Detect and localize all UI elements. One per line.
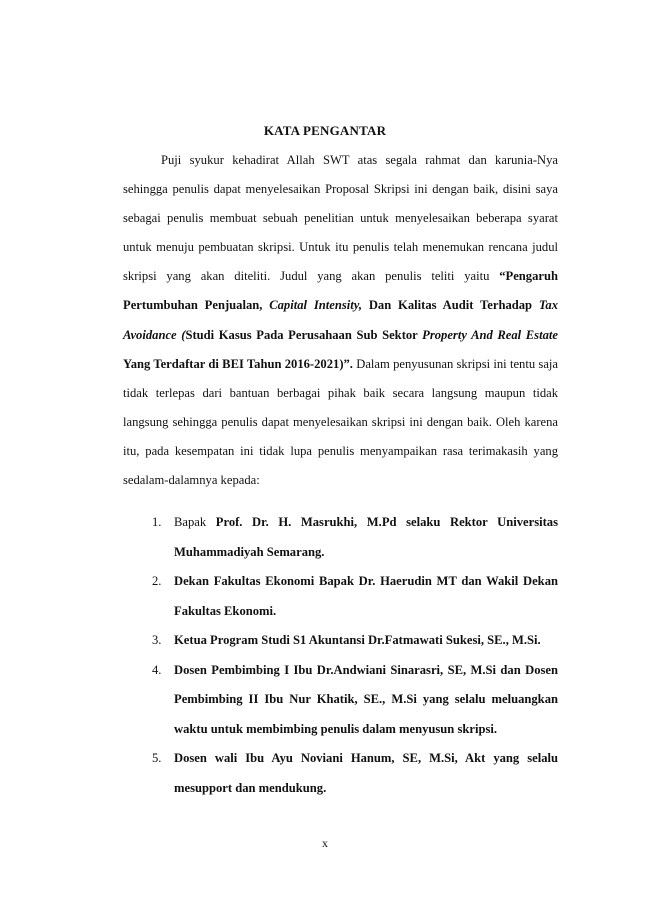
thesis-title-part-2: Capital Intensity, xyxy=(269,298,363,313)
list-number: 5. xyxy=(152,751,162,765)
paragraph-text-1: Puji syukur kehadirat Allah SWT atas segala rahmat dan karunia-Nya sehingga penulis dapat menyelesaikan Proposal Skripsi ini dengan baik, disini saya sebagai penulis membuat sebuah penelitian untuk menyelesaikan beberapa syarat untuk menuju pembuatan skripsi. Untuk itu penulis telah menemukan rencana judul skripsi yang akan diteliti. Judul yang akan penulis teliti yaitu xyxy=(123,153,558,284)
list-item xyxy=(152,744,558,803)
body-paragraph xyxy=(123,146,558,495)
thesis-title-part-1: “Pengaruh Pertumbuhan Penjualan, xyxy=(123,269,558,313)
thesis-title-part-7: Yang Terdaftar di BEI Tahun 2016-2021)”. xyxy=(123,356,353,371)
list-text: Dosen wali Ibu Ayu Noviani Hanum, SE, M.Si, Akt yang selalu mesupport dan mendukung. xyxy=(174,751,558,795)
paragraph-text-2: Dalam penyusunan skripsi ini tentu saja tidak terlepas dari bantuan berbagai pihak baik secara langsung maupun tidak langsung sehingga penulis dapat menyelesaikan skripsi ini dengan baik. Oleh karena itu, pada kesempatan ini tidak lupa penulis menyampaikan rasa terimakasih yang sedalam-dalamnya kepada: xyxy=(123,356,558,488)
list-text: Ketua Program Studi S1 Akuntansi Dr.Fatmawati Sukesi, SE., M.Si. xyxy=(174,633,541,647)
list-prefix: Bapak xyxy=(174,515,216,529)
list-item xyxy=(152,567,558,626)
list-number: 2. xyxy=(152,574,162,588)
list-text: Prof. Dr. H. Masrukhi, M.Pd selaku Rektor Universitas Muhammadiyah Semarang. xyxy=(174,515,558,559)
list-number: 4. xyxy=(152,662,162,677)
thesis-title-part-5: Studi Kasus Pada Perusahaan Sub Sektor xyxy=(185,327,423,342)
list-number: 3. xyxy=(152,633,162,647)
list-item xyxy=(152,508,558,567)
list-text: Dekan Fakultas Ekonomi Bapak Dr. Haerudin MT dan Wakil Dekan Fakultas Ekonomi. xyxy=(174,574,558,618)
page-number: x xyxy=(322,836,328,850)
acknowledgement-list xyxy=(152,508,558,803)
page-title: KATA PENGANTAR xyxy=(263,123,387,138)
list-item xyxy=(152,626,558,656)
intro-paragraph xyxy=(123,146,558,495)
list-item xyxy=(152,656,558,745)
list-number: 1. xyxy=(152,515,162,529)
list-text: Dosen Pembimbing I Ibu Dr.Andwiani Sinarasri, SE, M.Si dan Dosen Pembimbing II Ibu Nur Khatik, SE., M.Si yang selalu meluangkan waktu untuk membimbing penulis dalam menyusun skripsi. xyxy=(174,662,558,736)
thesis-title-part-3: Dan Kalitas Audit Terhadap xyxy=(362,298,539,313)
thesis-title-part-6: Property And Real Estate xyxy=(422,327,558,342)
thesis-title-part-4: Tax Avoidance ( xyxy=(123,298,558,342)
